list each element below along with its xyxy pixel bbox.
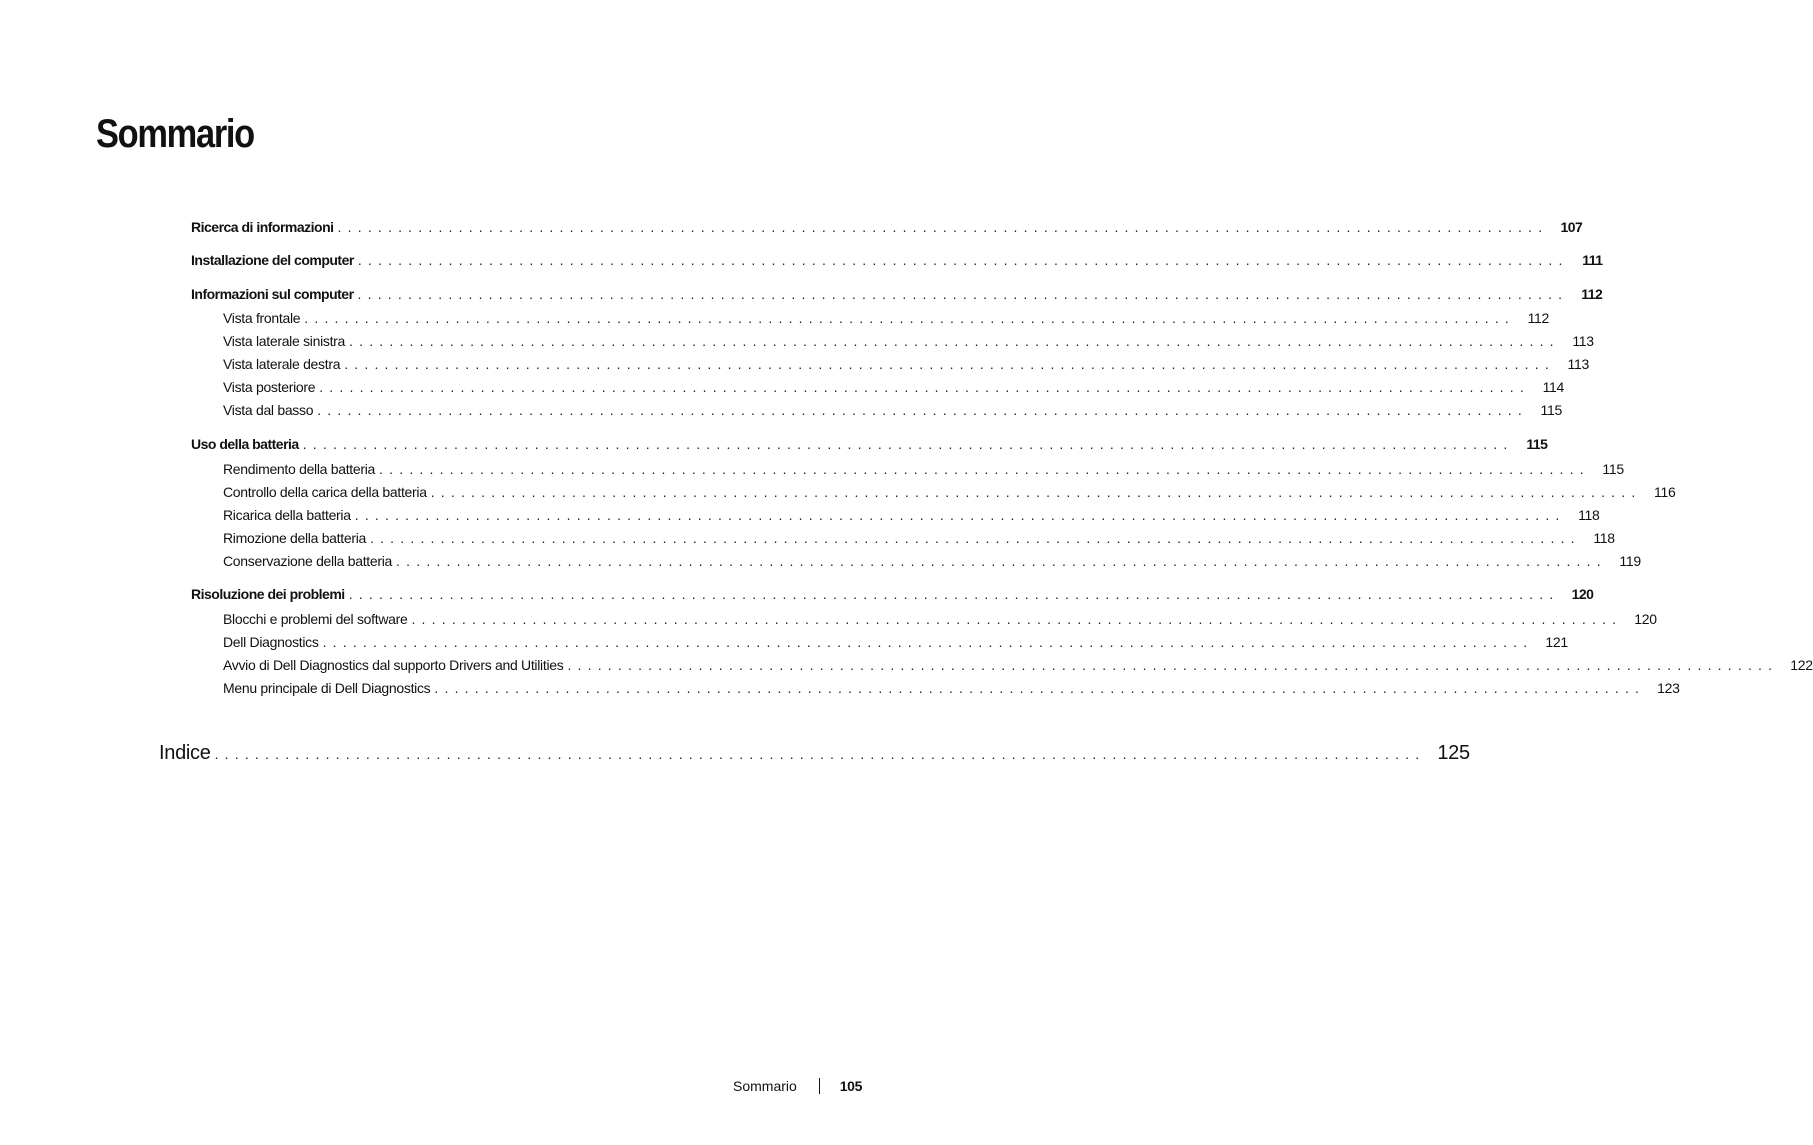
dot-leader: ........................................................................................................................ [304,310,1516,326]
dot-leader: ........................................................................................................................ [322,634,1534,650]
toc-entry[interactable] [191,252,1603,268]
toc-entry-page: 116 [1654,484,1676,500]
toc-entry-page: 112 [1527,310,1550,326]
toc-entry-page: 112 [1581,286,1603,302]
toc-entry-label: Installazione del computer [191,252,358,268]
dot-leader: ........................................................................................................................ [567,657,1779,673]
toc-entry-label: Vista laterale sinistra [223,333,349,349]
toc-entry-page: 113 [1567,356,1589,372]
toc-entry[interactable] [191,436,1548,452]
dot-leader: ........................................................................................................................ [379,461,1590,477]
dot-leader: ........................................................................................................................ [319,379,1530,395]
toc-entry-page: 115 [1602,461,1624,477]
toc-entry-label: Informazioni sul computer [191,286,358,302]
toc-entry[interactable] [191,219,1583,235]
toc-entry[interactable] [223,356,1589,372]
toc-entry-label: Ricarica della batteria [223,507,355,523]
page-title: Sommario [96,112,254,156]
toc-entry-page: 115 [1540,402,1562,418]
toc-entry[interactable] [223,680,1680,696]
toc-entry[interactable] [223,657,1813,673]
toc-entry-page: 111 [1582,252,1603,268]
toc-entry[interactable] [223,402,1562,418]
toc-entry-label: Dell Diagnostics [223,634,323,650]
dot-leader: ........................................................................................................................ [357,252,1569,268]
toc-entry[interactable] [191,586,1594,602]
toc-entry-label: Rimozione della batteria [223,530,370,546]
dot-leader: ........................................................................................................................ [344,356,1555,372]
dot-leader: ........................................................................................................................ [348,586,1560,602]
footer-divider [819,1078,820,1094]
toc-entry-label: Controllo della carica della batteria [223,484,431,500]
dot-leader: ........................................................................................................................ [302,436,1514,452]
toc-entry-page: 122 [1790,657,1813,673]
dot-leader: ........................................................................................................................ [354,507,1566,523]
toc-entry-page: 118 [1593,530,1615,546]
toc-entry-page: 120 [1571,586,1594,602]
toc-entry-label: Risoluzione dei problemi [191,586,349,602]
toc-entry[interactable] [223,611,1657,627]
dot-leader: ........................................................................................................................ [434,680,1646,696]
toc-entry-index[interactable] [159,742,1470,765]
dot-leader: ........................................................................................................................ [357,286,1569,302]
dot-leader: ........................................................................................................................ [337,219,1549,235]
toc-entry[interactable] [223,461,1624,477]
toc-entry[interactable] [223,553,1641,569]
toc-entry[interactable] [223,379,1564,395]
toc-entry[interactable] [223,484,1676,500]
toc-entry[interactable] [223,530,1615,546]
footer-page-number: 105 [839,1078,862,1094]
toc-entry-page: 113 [1572,333,1594,349]
toc-entry-page: 114 [1542,379,1564,395]
toc-entry-label: Ricerca di informazioni [191,219,338,235]
toc-entry[interactable] [223,634,1568,650]
dot-leader: ........................................................................................................................ [430,484,1642,500]
toc-entry[interactable] [191,286,1603,302]
toc-entry[interactable] [223,507,1600,523]
toc-entry-page: 123 [1657,680,1680,696]
toc-entry-label: Blocchi e problemi del software [223,611,411,627]
dot-leader: ........................................................................................................................ [370,530,1581,546]
dot-leader: ........................................................................................................................ [411,611,1623,627]
page-footer [733,1078,862,1094]
toc-entry-page: 107 [1560,219,1583,235]
dot-leader: ........................................................................................................................ [396,553,1607,569]
toc-entry-page: 118 [1578,507,1600,523]
toc-entry-label: Uso della batteria [191,436,303,452]
dot-leader: ........................................................................................................................ [349,333,1560,349]
toc-entry-label: Vista posteriore [223,379,319,395]
toc-entry-label: Vista laterale destra [223,356,344,372]
toc-entry-page: 119 [1619,553,1641,569]
toc-entry-label: Rendimento della batteria [223,461,379,477]
toc-entry[interactable] [223,333,1594,349]
toc-entry-label: Vista dal basso [223,402,317,418]
toc-entry-page: 121 [1545,634,1568,650]
dot-leader: ........................................................................................................................ [317,402,1528,418]
toc-entry-page: 125 [1437,742,1470,764]
footer-section-title: Sommario [733,1078,797,1094]
toc-entry-page: 115 [1526,436,1548,452]
toc-entry-label: Vista frontale [223,310,304,326]
toc-entry-label: Indice [159,742,215,765]
toc-entry-label: Menu principale di Dell Diagnostics [223,680,434,696]
dot-leader: ........................................................................................................................ [214,746,1426,762]
toc-entry[interactable] [223,310,1550,326]
toc-entry-page: 120 [1634,611,1657,627]
toc-entry-label: Avvio di Dell Diagnostics dal supporto Drivers and Utilities [223,657,567,673]
toc-entry-label: Conservazione della batteria [223,553,396,569]
